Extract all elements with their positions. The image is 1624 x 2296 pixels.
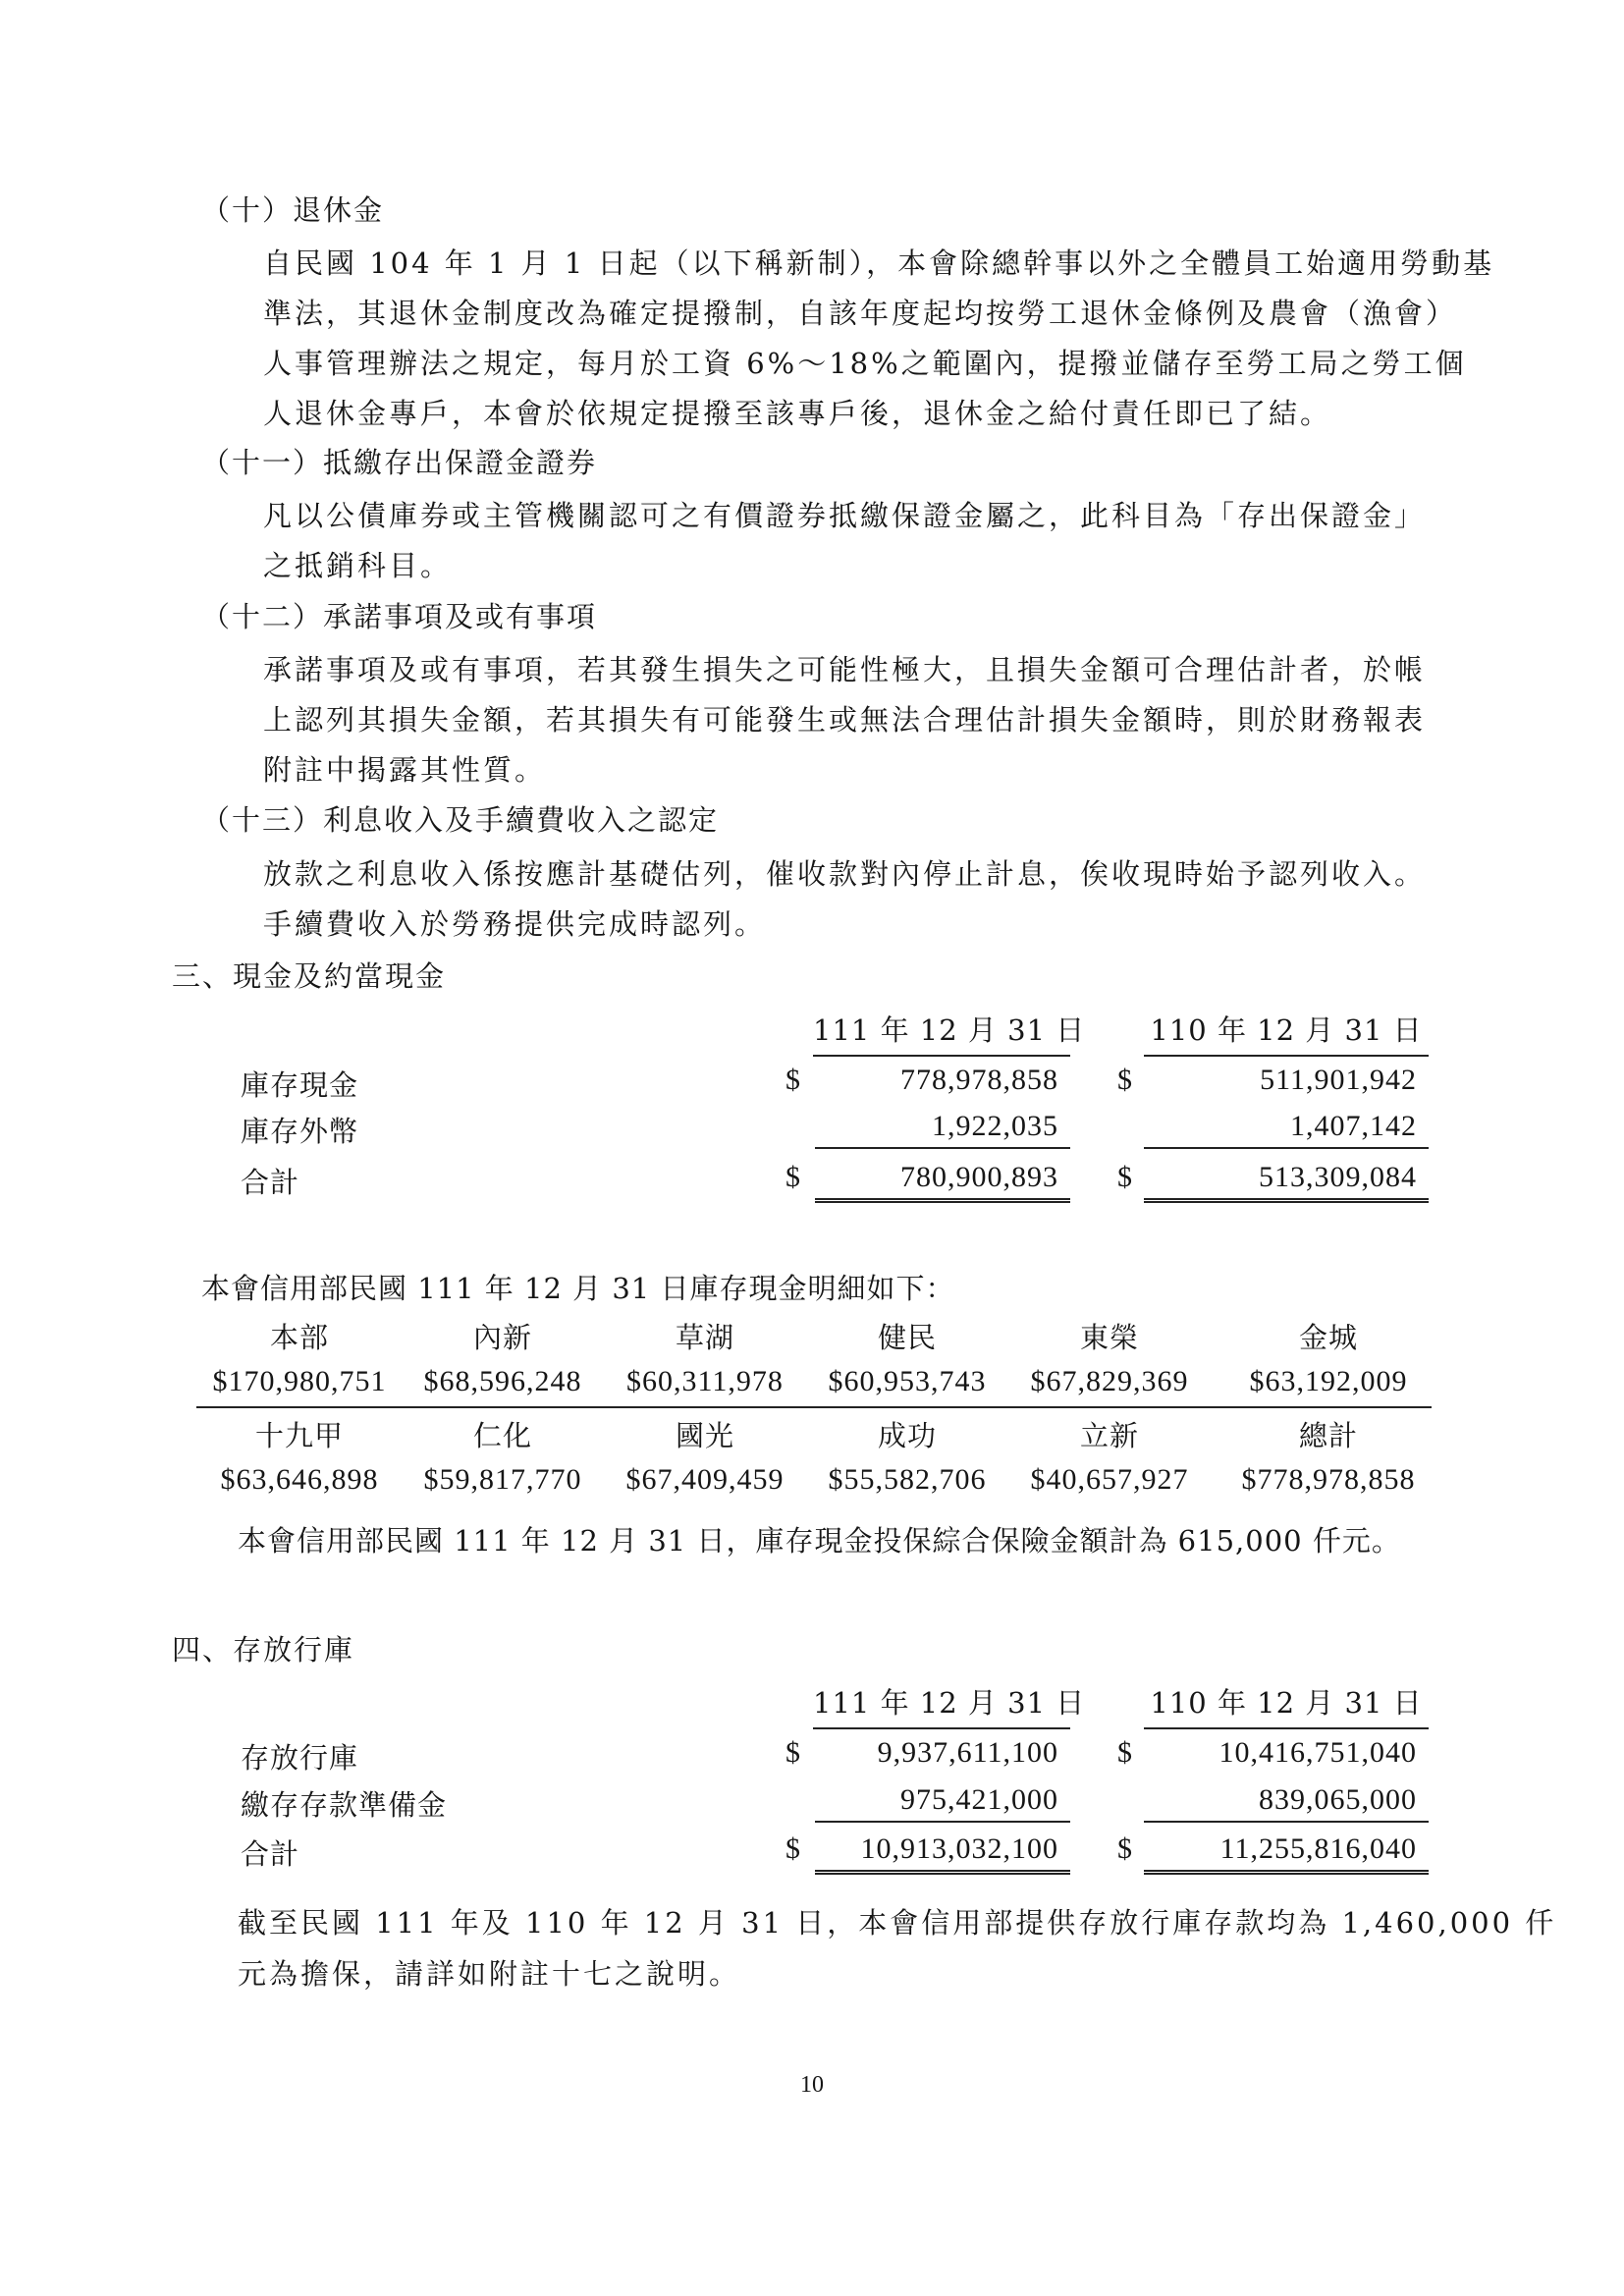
branch-amount: $63,646,898 [220, 1463, 379, 1496]
amount-value: 1,407,142 [1290, 1110, 1417, 1142]
paragraph-line: 自民國 104 年 1 月 1 日起（以下稱新制），本會除總幹事以外之全體員工始適用勞動基 [263, 246, 1495, 280]
column-header-2022: 111 年 12 月 31 日 [813, 1009, 1070, 1057]
amount-cell: 511,901,942 [1260, 1064, 1417, 1096]
section-heading-retirement: （十）退休金 [201, 193, 385, 227]
branch-amount: $68,596,248 [423, 1365, 582, 1397]
amount-cell [815, 1832, 1070, 1875]
branch-grid-divider [196, 1406, 1432, 1408]
row-label-reserve: 繳存存款準備金 [241, 1788, 448, 1822]
amount-value: 839,065,000 [1259, 1783, 1417, 1816]
currency-symbol: $ [785, 1736, 801, 1769]
paragraph-line: 承諾事項及或有事項，若其發生損失之可能性極大，且損失金額可合理估計者，於帳 [263, 653, 1427, 686]
branch-amount: $63,192,009 [1249, 1365, 1408, 1397]
currency-symbol: $ [1117, 1161, 1133, 1193]
amount-value: 513,309,084 [1259, 1161, 1417, 1193]
branch-amount: $778,978,858 [1241, 1463, 1416, 1496]
branch-amount: $170,980,751 [212, 1365, 387, 1397]
branch-name: 本部 [269, 1321, 329, 1354]
amount-value: 10,913,032,100 [860, 1832, 1058, 1865]
paragraph-line: 附註中揭露其性質。 [263, 753, 547, 787]
currency-symbol: $ [1117, 1736, 1133, 1769]
amount-cell [1144, 1832, 1429, 1875]
branch-amount: $60,953,743 [828, 1365, 987, 1397]
branch-name: 內新 [472, 1321, 532, 1354]
branch-name: 總計 [1298, 1419, 1358, 1452]
section-heading-interest-income: （十三）利息收入及手續費收入之認定 [201, 803, 720, 837]
amount-cell [815, 1161, 1070, 1203]
currency-symbol: $ [785, 1064, 801, 1096]
amount-cell [1144, 1783, 1429, 1823]
branch-name: 金城 [1298, 1321, 1358, 1354]
paragraph-line: 手續費收入於勞務提供完成時認列。 [263, 907, 767, 941]
currency-symbol: $ [1117, 1064, 1133, 1096]
branch-name: 國光 [675, 1419, 734, 1452]
branch-amount: $40,657,927 [1030, 1463, 1189, 1496]
paragraph-line: 準法，其退休金制度改為確定提撥制，自該年度起均按勞工退休金條例及農會（漁會） [263, 297, 1458, 330]
paragraph-line: 之抵銷科目。 [263, 549, 453, 582]
section-heading-cash: 三、現金及約當現金 [172, 959, 447, 993]
amount-cell: 9,937,611,100 [877, 1736, 1058, 1769]
branch-name: 健民 [877, 1321, 937, 1354]
currency-symbol: $ [785, 1161, 801, 1193]
row-label-deposits: 存放行庫 [241, 1741, 359, 1775]
row-label-total: 合計 [241, 1837, 300, 1871]
section-heading-pledged-securities: （十一）抵繳存出保證金證券 [201, 446, 598, 479]
branch-amount: $67,829,369 [1030, 1365, 1189, 1397]
insurance-note: 本會信用部民國 111 年 12 月 31 日，庫存現金投保綜合保險金額計為 615,000 仟元。 [238, 1524, 1401, 1558]
branch-amount: $60,311,978 [626, 1365, 784, 1397]
row-label-total: 合計 [241, 1166, 300, 1199]
row-label-foreign-currency: 庫存外幣 [241, 1115, 359, 1148]
branch-name: 東榮 [1079, 1321, 1139, 1354]
column-header-2021: 110 年 12 月 31 日 [1144, 1681, 1429, 1729]
branch-amount: $67,409,459 [625, 1463, 785, 1496]
amount-value: 1,922,035 [932, 1110, 1058, 1142]
branch-name: 成功 [877, 1419, 937, 1452]
amount-cell [815, 1783, 1070, 1823]
amount-cell: 10,416,751,040 [1218, 1736, 1417, 1769]
section-heading-deposits: 四、存放行庫 [172, 1633, 355, 1667]
paragraph-line: 放款之利息收入係按應計基礎估列，催收款對內停止計息，俟收現時始予認列收入。 [263, 857, 1427, 891]
page-number: 10 [800, 2072, 824, 2098]
currency-symbol: $ [1117, 1832, 1133, 1865]
branch-amount: $55,582,706 [828, 1463, 987, 1496]
paragraph-line: 截至民國 111 年及 110 年 12 月 31 日，本會信用部提供存放行庫存款均為 1,460,000 仟 [238, 1906, 1557, 1940]
branch-name: 立新 [1079, 1419, 1139, 1452]
amount-value: 11,255,816,040 [1219, 1832, 1417, 1865]
cash-detail-intro: 本會信用部民國 111 年 12 月 31 日庫存現金明細如下： [201, 1272, 955, 1305]
amount-cell: 778,978,858 [900, 1064, 1058, 1096]
paragraph-line: 上認列其損失金額，若其損失有可能發生或無法合理估計損失金額時，則於財務報表 [263, 703, 1427, 737]
paragraph-line: 人事管理辦法之規定，每月於工資 6%～18%之範圍內，提撥並儲存至勞工局之勞工個 [263, 347, 1467, 380]
amount-cell [815, 1110, 1070, 1149]
amount-cell [1144, 1161, 1429, 1203]
branch-name: 草湖 [675, 1321, 734, 1354]
row-label-cash-on-hand: 庫存現金 [241, 1068, 359, 1102]
paragraph-line: 凡以公債庫券或主管機關認可之有價證券抵繳保證金屬之，此科目為「存出保證金」 [263, 499, 1427, 532]
currency-symbol: $ [785, 1832, 801, 1865]
branch-name: 十九甲 [254, 1419, 344, 1452]
amount-value: 780,900,893 [900, 1161, 1058, 1193]
branch-name: 仁化 [472, 1419, 532, 1452]
amount-cell [1144, 1110, 1429, 1149]
paragraph-line: 人退休金專戶，本會於依規定提撥至該專戶後，退休金之給付責任即已了結。 [263, 397, 1332, 430]
branch-amount: $59,817,770 [423, 1463, 582, 1496]
column-header-2022: 111 年 12 月 31 日 [813, 1681, 1070, 1729]
amount-value: 975,421,000 [900, 1783, 1058, 1816]
paragraph-line: 元為擔保，請詳如附註十七之說明。 [238, 1957, 741, 1991]
section-heading-commitments: （十二）承諾事項及或有事項 [201, 600, 598, 633]
column-header-2021: 110 年 12 月 31 日 [1144, 1009, 1429, 1057]
